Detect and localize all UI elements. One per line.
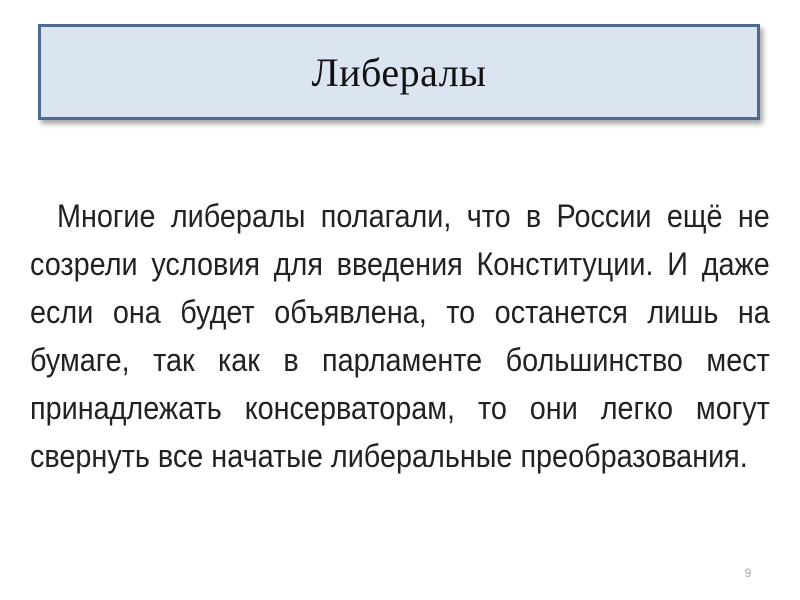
- page-number: 9: [744, 566, 752, 580]
- title-box: [38, 24, 760, 120]
- slide-title: Либералы: [311, 49, 487, 95]
- slide-body-text: Многие либералы полагали, что в России ещё не созрели условия для введения Конституции. И даже если она будет объявлена, то останется лишь на бумаге, так как в парламенте большинство мест принадлежать консерваторам, то они легко могут свернуть все начатые либеральные преобразования.: [30, 198, 770, 474]
